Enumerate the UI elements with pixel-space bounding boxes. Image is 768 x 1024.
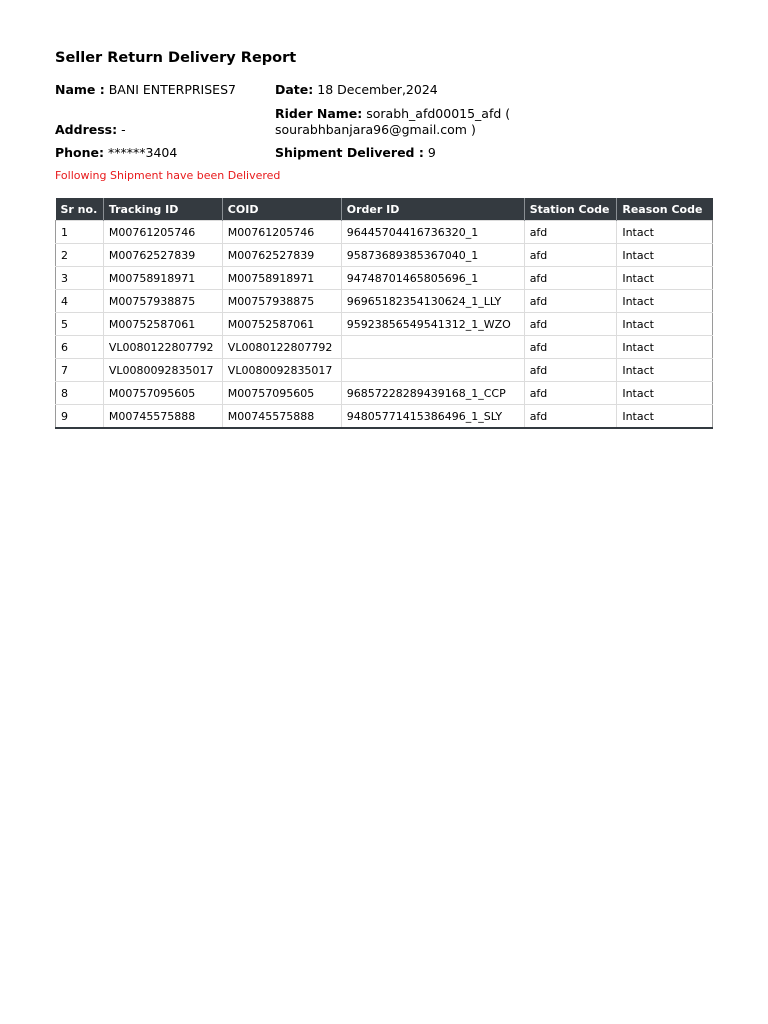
cell-sr-no: 9 (56, 405, 104, 429)
cell-station-code: afd (524, 267, 617, 290)
cell-tracking-id: M00757938875 (103, 290, 222, 313)
cell-reason-code: Intact (617, 405, 713, 429)
cell-coid: VL0080092835017 (222, 359, 341, 382)
cell-coid: M00762527839 (222, 244, 341, 267)
cell-station-code: afd (524, 244, 617, 267)
seller-name (55, 82, 236, 98)
cell-sr-no: 2 (56, 244, 104, 267)
rider-name-value: sorabh_afd00015_afd ( sourabhbanjara96@gmail.com ) (275, 106, 511, 137)
report-date (275, 82, 438, 98)
cell-sr-no: 8 (56, 382, 104, 405)
header-tracking-id: Tracking ID (103, 198, 222, 221)
cell-reason-code: Intact (617, 244, 713, 267)
cell-tracking-id: M00757095605 (103, 382, 222, 405)
cell-coid: M00757095605 (222, 382, 341, 405)
table-row (56, 313, 713, 336)
cell-order-id: 95923856549541312_1_WZO (341, 313, 524, 336)
cell-reason-code: Intact (617, 267, 713, 290)
cell-sr-no: 3 (56, 267, 104, 290)
table-row (56, 336, 713, 359)
cell-sr-no: 1 (56, 221, 104, 244)
cell-station-code: afd (524, 382, 617, 405)
seller-name-label: Name : (55, 82, 105, 97)
cell-sr-no: 7 (56, 359, 104, 382)
seller-phone-value: ******3404 (108, 145, 178, 160)
header-reason-code: Reason Code (617, 198, 713, 221)
cell-station-code: afd (524, 405, 617, 429)
cell-reason-code: Intact (617, 359, 713, 382)
cell-station-code: afd (524, 290, 617, 313)
cell-sr-no: 5 (56, 313, 104, 336)
report-date-value: 18 December,2024 (317, 82, 438, 97)
cell-coid: VL0080122807792 (222, 336, 341, 359)
cell-sr-no: 6 (56, 336, 104, 359)
cell-station-code: afd (524, 313, 617, 336)
seller-address-label: Address: (55, 122, 118, 137)
cell-coid: M00752587061 (222, 313, 341, 336)
report-title: Seller Return Delivery Report (55, 50, 297, 66)
table-row (56, 267, 713, 290)
table-row (56, 290, 713, 313)
report-date-label: Date: (275, 82, 314, 97)
cell-order-id: 95873689385367040_1 (341, 244, 524, 267)
rider-name-label: Rider Name: (275, 106, 363, 121)
cell-station-code: afd (524, 221, 617, 244)
seller-phone-label: Phone: (55, 145, 105, 160)
cell-coid: M00757938875 (222, 290, 341, 313)
cell-reason-code: Intact (617, 290, 713, 313)
cell-tracking-id: M00758918971 (103, 267, 222, 290)
cell-reason-code: Intact (617, 382, 713, 405)
header-station-code: Station Code (524, 198, 617, 221)
seller-address-value: - (121, 122, 126, 137)
cell-order-id (341, 359, 524, 382)
cell-station-code: afd (524, 359, 617, 382)
seller-address (55, 122, 126, 138)
shipment-table (55, 198, 713, 429)
table-row (56, 221, 713, 244)
cell-coid: M00745575888 (222, 405, 341, 429)
table-row (56, 244, 713, 267)
table-header-row (56, 198, 713, 221)
cell-reason-code: Intact (617, 313, 713, 336)
table-row (56, 382, 713, 405)
cell-tracking-id: M00761205746 (103, 221, 222, 244)
cell-coid: M00758918971 (222, 267, 341, 290)
table-row (56, 359, 713, 382)
shipment-delivered-value: 9 (427, 145, 436, 160)
cell-tracking-id: VL0080122807792 (103, 336, 222, 359)
cell-order-id (341, 336, 524, 359)
cell-tracking-id: VL0080092835017 (103, 359, 222, 382)
cell-tracking-id: M00745575888 (103, 405, 222, 429)
shipment-delivered-label: Shipment Delivered : (275, 145, 424, 160)
cell-sr-no: 4 (56, 290, 104, 313)
cell-reason-code: Intact (617, 336, 713, 359)
cell-order-id: 96857228289439168_1_CCP (341, 382, 524, 405)
cell-reason-code: Intact (617, 221, 713, 244)
header-coid: COID (222, 198, 341, 221)
cell-station-code: afd (524, 336, 617, 359)
shipment-delivered (275, 145, 436, 161)
header-order-id: Order ID (341, 198, 524, 221)
seller-name-value: BANI ENTERPRISES7 (108, 82, 236, 97)
table-row (56, 405, 713, 429)
cell-order-id: 96445704416736320_1 (341, 221, 524, 244)
cell-tracking-id: M00752587061 (103, 313, 222, 336)
rider-name (275, 106, 535, 138)
cell-tracking-id: M00762527839 (103, 244, 222, 267)
cell-order-id: 94748701465805696_1 (341, 267, 524, 290)
seller-phone (55, 145, 177, 161)
header-sr-no: Sr no. (56, 198, 104, 221)
cell-coid: M00761205746 (222, 221, 341, 244)
cell-order-id: 94805771415386496_1_SLY (341, 405, 524, 429)
delivered-note: Following Shipment have been Delivered (55, 169, 281, 182)
cell-order-id: 96965182354130624_1_LLY (341, 290, 524, 313)
